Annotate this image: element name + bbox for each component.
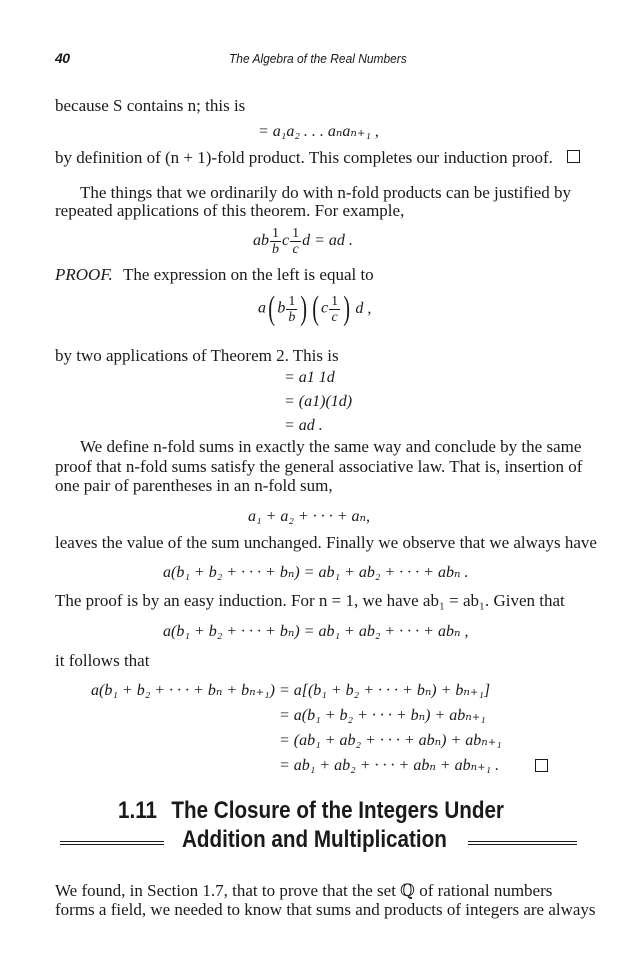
equation: = a₁a₂ . . . aₙaₙ₊₁ , xyxy=(258,123,379,140)
text-line: We found, in Section 1.7, that to prove that the set ℚ of rational numbers xyxy=(55,881,553,900)
text-line: proof that n-fold sums satisfy the general associative law. That is, insertion of xyxy=(55,457,583,476)
grouped-expression: a( b $\frac{1}{b}$ ) ( c $\frac{1}{c}$ ) d , xyxy=(258,290,372,327)
text-line: repeated applications of this theorem. For example, xyxy=(55,201,405,220)
fraction-1-over-c: $\frac{1}{c}$ xyxy=(292,226,300,257)
left-paren: ( xyxy=(268,290,276,327)
text-line: it follows that xyxy=(55,651,150,670)
example-equation xyxy=(253,226,353,257)
section-number: 1.11 xyxy=(118,797,158,824)
text-line: by two applications of Theorem 2. This is xyxy=(55,346,339,365)
equation: = (a1)(1d) xyxy=(284,393,353,410)
text-line: one pair of parentheses in an n-fold sum, xyxy=(55,476,333,495)
text-line: forms a field, we needed to know that sums and products of integers are always xyxy=(55,900,596,919)
equation: = a(b₁ + b₂ + · · · + bₙ) + abₙ₊₁ xyxy=(279,707,486,724)
qed-box-icon xyxy=(567,150,580,163)
term-d-equals-ad: d = ad . xyxy=(302,232,353,250)
right-paren: ) xyxy=(343,290,351,327)
equation: a(b₁ + b₂ + · · · + bₙ + bₙ₊₁) = a[(b₁ + b₂ + · · · + bₙ) + bₙ₊₁] xyxy=(91,682,491,699)
text-line: because S contains n; this is xyxy=(55,96,246,115)
page-number: 40 xyxy=(55,50,70,66)
fraction-1-over-b: $\frac{1}{b}$ xyxy=(288,293,296,325)
text-line: by definition of (n + 1)-fold product. This completes our induction proof. xyxy=(55,148,553,167)
running-title: The Algebra of the Real Numbers xyxy=(229,51,407,66)
section-title-line-1 xyxy=(118,797,504,825)
right-paren: ) xyxy=(300,290,308,327)
text-line: The things that we ordinarily do with n-fold products can be justified by xyxy=(80,183,572,202)
equation: a₁ + a₂ + · · · + aₙ, xyxy=(248,508,370,525)
fraction-1-over-c: $\frac{1}{c}$ xyxy=(331,293,339,325)
fraction-1-over-b: $\frac{1}{b}$ xyxy=(272,226,279,257)
left-paren: ( xyxy=(311,290,319,327)
proof-label: PROOF. xyxy=(55,265,113,284)
section-rule-right xyxy=(468,841,577,845)
section-rule-left xyxy=(60,841,164,845)
text-line: The proof is by an easy induction. For n = 1, we have ab₁ = ab₁. Given that xyxy=(55,591,565,610)
equation: = a1 1d xyxy=(284,369,335,386)
section-title-text: The Closure of the Integers Under xyxy=(171,797,504,824)
term-c: c xyxy=(282,232,290,250)
equation: a(b₁ + b₂ + · · · + bₙ) = ab₁ + ab₂ + · · · + abₙ . xyxy=(163,564,469,581)
text-line: leaves the value of the sum unchanged. Finally we observe that we always have xyxy=(55,533,597,552)
text-line: The expression on the left is equal to xyxy=(123,265,374,284)
term-ab: ab xyxy=(253,232,269,250)
equation: = ab₁ + ab₂ + · · · + abₙ + abₙ₊₁ . xyxy=(279,757,500,774)
equation: = ad . xyxy=(284,417,323,434)
equation: a(b₁ + b₂ + · · · + bₙ) = ab₁ + ab₂ + · · · + abₙ , xyxy=(163,623,469,640)
text-line: We define n-fold sums in exactly the same way and conclude by the same xyxy=(80,437,582,456)
section-title-line-2: Addition and Multiplication xyxy=(182,826,447,853)
equation: = (ab₁ + ab₂ + · · · + abₙ) + abₙ₊₁ xyxy=(279,732,502,749)
qed-box-icon xyxy=(535,759,548,772)
